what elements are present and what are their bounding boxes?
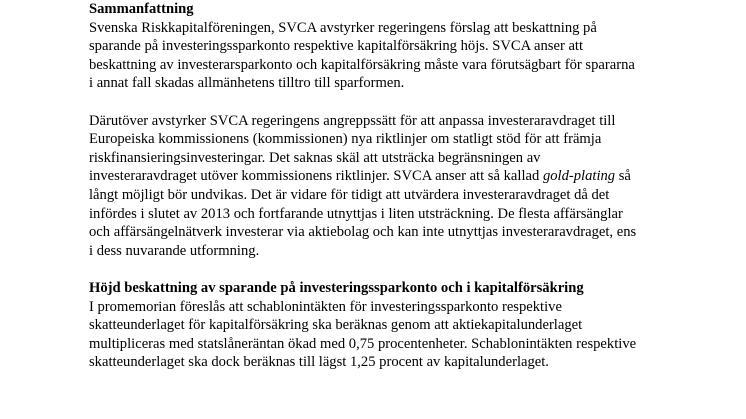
text-line: och affärsängelnätverk investerar via aktiebolag och kan inte utnyttjas investeraravdraget, ens	[89, 224, 637, 241]
paragraph-spacer	[89, 260, 729, 279]
text-line: Därutöver avstyrker SVCA regeringens angreppssätt för att anpassa investeraravdraget till	[89, 112, 616, 129]
text-segment: investeraravdraget utöver kommissionens riktlinjer. SVCA anser att så kallad	[89, 168, 543, 185]
text-line: multipliceras med statslåneräntan ökad med 0,75 procentenheter. Schablonintäkten respektive	[89, 335, 637, 352]
text-line: långt möjligt bör undvikas. Det är vidare för tidigt att utvärdera investeraravdraget då det	[89, 186, 610, 203]
text-line: i annat fall skadas allmänhetens tilltro till sparformen.	[89, 75, 405, 92]
text-line: skatteunderlaget ska dock beräknas till lägst 1,25 procent av kapitalunderlaget.	[89, 354, 549, 371]
document-page	[89, 0, 729, 372]
text-line: riskfinansieringsinvesteringar. Det saknas skäl att utsträcka begränsningen av	[89, 149, 541, 166]
text-segment: så	[615, 168, 631, 185]
text-line: skatteunderlaget för kapitalförsäkring ska beräknas genom att aktiekapitalunderlaget	[89, 317, 583, 334]
text-line-with-italic	[89, 167, 729, 186]
text-line: infördes i slutet av 2013 och fortfarande utnyttjas i liten utsträckning. De flesta affärsänglar	[89, 205, 623, 222]
text-line: i dess nuvarande utformning.	[89, 242, 260, 259]
text-line: Svenska Riskkapitalföreningen, SVCA avstyrker regeringens förslag att beskattning på	[89, 19, 597, 36]
gold-plating-term: gold-plating	[542, 168, 616, 185]
summary-paragraph	[89, 19, 729, 93]
section-heading-hojd-beskattning: Höjd beskattning av sparande på investeringssparkonto och i kapitalförsäkring	[89, 279, 584, 296]
text-line: I promemorian föreslås att schablonintäkten för investeringssparkonto respektive	[89, 298, 562, 315]
text-line: beskattning av investerarsparkonto och kapitalförsäkring måste vara förutsägbart för spararna	[89, 56, 635, 73]
paragraph-spacer	[89, 93, 729, 112]
investor-deduction-paragraph	[89, 112, 729, 261]
proposal-paragraph	[89, 298, 729, 372]
text-line: sparande på investeringssparkonto respektive kapitalförsäkring höjs. SVCA anser att	[89, 38, 584, 55]
text-line: Europeiska kommissionens (kommissionen) nya riktlinjer om statligt stöd för att främja	[89, 131, 602, 148]
section-heading-sammanfattning: Sammanfattning	[89, 1, 194, 17]
